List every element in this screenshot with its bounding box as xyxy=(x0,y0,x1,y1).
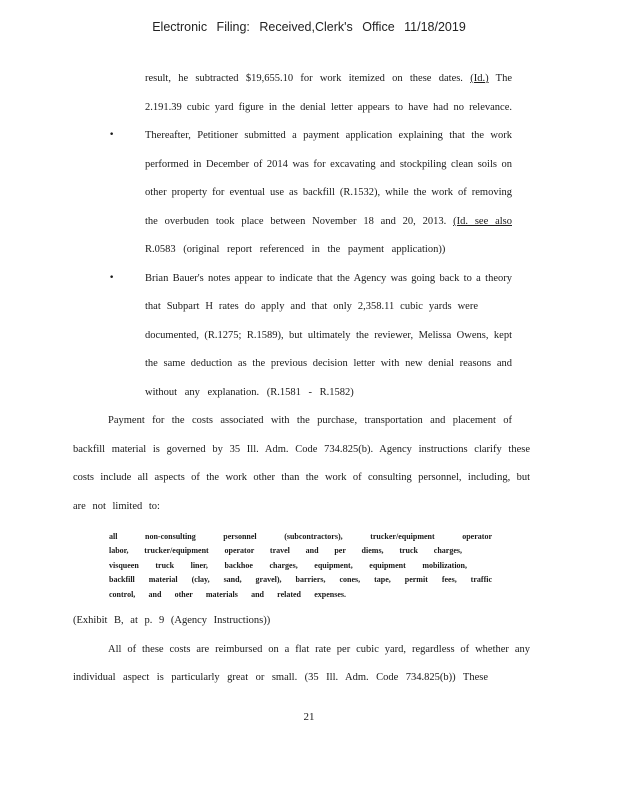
paragraph-line: costs include all aspects of the work other than the work of consulting personnel, including, but xyxy=(73,472,530,483)
paragraph-line: backfill material is governed by 35 Ill. Adm. Code 734.825(b). Agency instructions clarify these xyxy=(73,444,530,455)
quote-line: labor, trucker/equipment operator travel and per diems, truck charges, xyxy=(109,546,462,555)
paragraph-line: individual aspect is particularly great or small. (35 Ill. Adm. Code 734.825(b)) These xyxy=(73,672,488,683)
paragraph-line: Payment for the costs associated with the purchase, transportation and placement of xyxy=(108,415,512,426)
paragraph-line: result, he subtracted $19,655.10 for work itemized on these dates. (Id.) The xyxy=(145,73,512,84)
bullet-line: R.0583 (original report referenced in the payment application)) xyxy=(145,244,446,255)
paragraph-line: 2.191.39 cubic yard figure in the denial letter appears to have had no relevance. xyxy=(145,102,512,113)
bullet-line: the same deduction as the previous decision letter with new denial reasons and xyxy=(145,358,512,369)
bullet-line: without any explanation. (R.1581 - R.1582) xyxy=(145,387,354,398)
page-number: 21 xyxy=(303,711,315,723)
bullet-line: Thereafter, Petitioner submitted a payment application explaining that the work xyxy=(145,130,512,141)
citation: (Id.) xyxy=(470,73,489,84)
quote-line: all non-consulting personnel (subcontractors), trucker/equipment operator xyxy=(109,532,492,541)
quote-line: backfill material (clay, sand, gravel), barriers, cones, tape, permit fees, traffic xyxy=(109,575,492,584)
bullet-line: other property for eventual use as backfill (R.1532), while the work of removing xyxy=(145,187,512,198)
bullet-line: documented, (R.1275; R.1589), but ultimately the reviewer, Melissa Owens, kept xyxy=(145,330,512,341)
citation: (Id. see also xyxy=(453,216,512,227)
bullet-marker: • xyxy=(109,273,115,283)
bullet-line: performed in December of 2014 was for excavating and stockpiling clean soils on xyxy=(145,159,512,170)
bullet-line: that Subpart H rates do apply and that only 2,358.11 cubic yards were xyxy=(145,301,478,312)
bullet-line: Brian Bauer's notes appear to indicate that the Agency was going back to a theory xyxy=(145,273,512,284)
quote-line: visqueen truck liner, backhoe charges, equipment, equipment mobilization, xyxy=(109,561,467,570)
quote-line: control, and other materials and related expenses. xyxy=(109,590,346,599)
paragraph-line: All of these costs are reimbursed on a flat rate per cubic yard, regardless of whether any xyxy=(108,644,530,655)
bullet-line: the overbuden took place between November 18 and 20, 2013. (Id. see also xyxy=(145,216,512,227)
filing-header: Electronic Filing: Received,Clerk's Office 11/18/2019 xyxy=(152,20,466,34)
bullet-marker: • xyxy=(109,130,115,140)
exhibit-citation: (Exhibit B, at p. 9 (Agency Instructions)) xyxy=(73,615,271,626)
paragraph-line: are not limited to: xyxy=(73,501,160,512)
